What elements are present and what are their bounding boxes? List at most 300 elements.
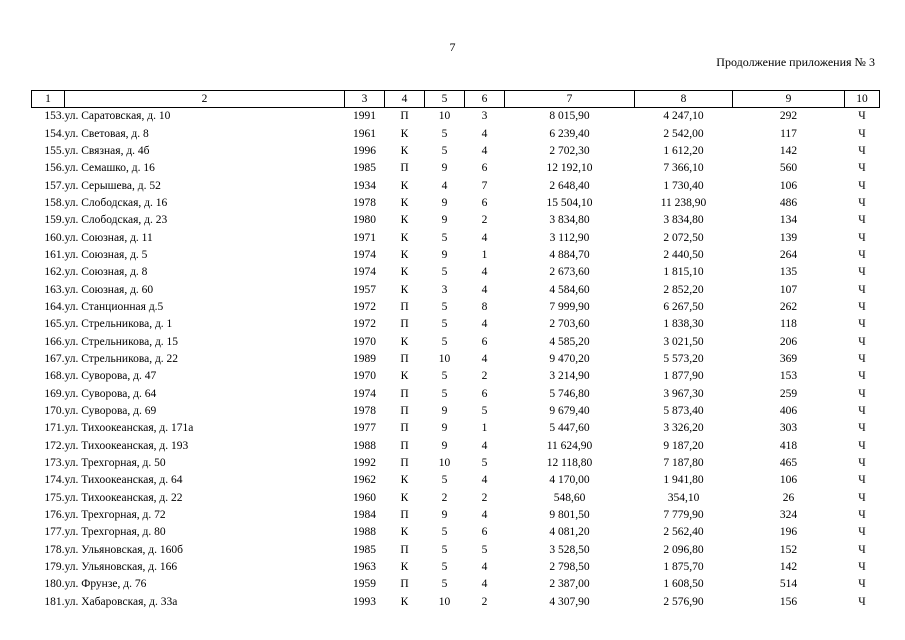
header-row (32, 91, 880, 108)
wall-material-cell: К (400, 196, 409, 209)
residents-cell: 514 (779, 578, 798, 591)
address-cell: ул. Суворова, д. 47 (64, 370, 157, 383)
wall-material-cell: К (400, 214, 409, 227)
address-cell: ул. Стрельникова, д. 15 (64, 335, 179, 348)
table-row (32, 576, 880, 593)
wall-material-cell: К (400, 231, 409, 244)
year-built-cell: 1957 (353, 283, 376, 296)
total-area-cell: 3 214,90 (549, 370, 590, 383)
entrances-cell: 4 (481, 439, 488, 452)
year-built-cell: 1970 (353, 335, 376, 348)
total-area-cell: 2 387,00 (549, 578, 590, 591)
entrances-cell: 4 (481, 283, 488, 296)
column-header: 5 (425, 91, 465, 108)
address-cell: ул. Хабаровская, д. 33а (64, 595, 178, 608)
address-cell: ул. Стрельникова, д. 1 (64, 318, 173, 331)
address-cell: ул. Тихоокеанская, д. 22 (64, 491, 183, 504)
floors-cell: 10 (438, 110, 451, 123)
status-cell: Ч (858, 595, 866, 608)
address-cell: ул. Связная, д. 4б (64, 144, 150, 157)
living-area-cell: 2 096,80 (663, 543, 704, 556)
living-area-cell: 3 326,20 (663, 422, 704, 435)
residents-cell: 117 (780, 127, 797, 140)
residents-cell: 107 (779, 283, 798, 296)
table-row (32, 143, 880, 160)
year-built-cell: 1984 (353, 509, 376, 522)
address-cell: ул. Фрунзе, д. 76 (64, 578, 147, 591)
table-row (32, 420, 880, 437)
status-cell: Ч (858, 405, 866, 418)
entrances-cell: 1 (481, 422, 488, 435)
year-built-cell: 1977 (353, 422, 376, 435)
table-row (32, 490, 880, 507)
wall-material-cell: П (400, 318, 409, 331)
total-area-cell: 2 798,50 (549, 561, 590, 574)
residents-cell: 142 (779, 144, 798, 157)
floors-cell: 3 (441, 283, 448, 296)
residents-cell: 369 (779, 352, 798, 365)
residents-cell: 264 (779, 248, 798, 261)
wall-material-cell: П (400, 422, 409, 435)
floors-cell: 5 (441, 370, 448, 383)
table-row (32, 212, 880, 229)
year-built-cell: 1963 (353, 561, 376, 574)
address-cell: ул. Союзная, д. 8 (64, 266, 148, 279)
floors-cell: 9 (441, 214, 448, 227)
entrances-cell: 5 (481, 543, 488, 556)
row-number-cell: 157. (44, 179, 65, 192)
living-area-cell: 9 187,20 (663, 439, 704, 452)
floors-cell: 10 (438, 595, 451, 608)
address-cell: ул. Световая, д. 8 (64, 127, 149, 140)
status-cell: Ч (858, 578, 866, 591)
entrances-cell: 4 (481, 561, 488, 574)
residents-cell: 560 (779, 162, 798, 175)
entrances-cell: 2 (481, 370, 488, 383)
status-cell: Ч (858, 457, 866, 470)
living-area-cell: 1 877,90 (663, 370, 704, 383)
wall-material-cell: К (400, 144, 409, 157)
table-row (32, 524, 880, 541)
floors-cell: 4 (441, 179, 448, 192)
column-header: 2 (65, 91, 345, 108)
address-cell: ул. Ульяновская, д. 166 (64, 561, 178, 574)
year-built-cell: 1971 (353, 231, 376, 244)
entrances-cell: 6 (481, 526, 488, 539)
table-row (32, 351, 880, 368)
wall-material-cell: К (400, 526, 409, 539)
status-cell: Ч (858, 110, 866, 123)
status-cell: Ч (858, 318, 866, 331)
status-cell: Ч (858, 300, 866, 313)
status-cell: Ч (858, 248, 866, 261)
entrances-cell: 7 (481, 179, 488, 192)
wall-material-cell: К (400, 595, 409, 608)
row-number-cell: 169. (44, 387, 65, 400)
entrances-cell: 2 (481, 595, 488, 608)
living-area-cell: 1 612,20 (663, 144, 704, 157)
residents-cell: 106 (779, 474, 798, 487)
address-cell: ул. Союзная, д. 5 (64, 248, 148, 261)
floors-cell: 9 (441, 439, 448, 452)
status-cell: Ч (858, 162, 866, 175)
row-number-cell: 177. (44, 526, 65, 539)
residents-cell: 406 (779, 405, 798, 418)
living-area-cell: 7 779,90 (663, 509, 704, 522)
residents-cell: 324 (779, 509, 798, 522)
entrances-cell: 3 (481, 110, 488, 123)
address-cell: ул. Тихоокеанская, д. 193 (64, 439, 189, 452)
floors-cell: 9 (441, 196, 448, 209)
living-area-cell: 1 815,10 (663, 266, 704, 279)
total-area-cell: 4 884,70 (549, 248, 590, 261)
wall-material-cell: К (400, 474, 409, 487)
floors-cell: 5 (441, 318, 448, 331)
table-row (32, 594, 880, 611)
address-cell: ул. Серышева, д. 52 (64, 179, 161, 192)
total-area-cell: 7 999,90 (549, 300, 590, 313)
living-area-cell: 2 576,90 (663, 595, 704, 608)
year-built-cell: 1934 (353, 179, 376, 192)
entrances-cell: 6 (481, 335, 488, 348)
year-built-cell: 1989 (353, 352, 376, 365)
status-cell: Ч (858, 439, 866, 452)
address-cell: ул. Станционная д.5 (64, 300, 164, 313)
row-number-cell: 166. (44, 335, 65, 348)
residents-cell: 196 (779, 526, 798, 539)
address-cell: ул. Ульяновская, д. 160б (64, 543, 183, 556)
status-cell: Ч (858, 491, 866, 504)
total-area-cell: 6 239,40 (549, 127, 590, 140)
floors-cell: 5 (441, 144, 448, 157)
wall-material-cell: П (400, 509, 409, 522)
entrances-cell: 4 (481, 474, 488, 487)
total-area-cell: 2 703,60 (549, 318, 590, 331)
address-cell: ул. Суворова, д. 64 (64, 387, 157, 400)
table-row (32, 264, 880, 281)
status-cell: Ч (858, 422, 866, 435)
column-header: 3 (345, 91, 385, 108)
status-cell: Ч (858, 196, 866, 209)
year-built-cell: 1962 (353, 474, 376, 487)
entrances-cell: 4 (481, 578, 488, 591)
column-header: 8 (635, 91, 733, 108)
floors-cell: 9 (441, 405, 448, 418)
wall-material-cell: К (400, 335, 409, 348)
residents-cell: 134 (779, 214, 798, 227)
row-number-cell: 171. (44, 422, 65, 435)
total-area-cell: 2 702,30 (549, 144, 590, 157)
entrances-cell: 6 (481, 162, 488, 175)
row-number-cell: 174. (44, 474, 65, 487)
total-area-cell: 9 679,40 (549, 405, 590, 418)
living-area-cell: 7 366,10 (663, 162, 704, 175)
entrances-cell: 2 (481, 214, 488, 227)
table-row (32, 281, 880, 298)
living-area-cell: 1 875,70 (663, 561, 704, 574)
address-cell: ул. Союзная, д. 60 (64, 283, 154, 296)
entrances-cell: 8 (481, 300, 488, 313)
residents-cell: 152 (779, 543, 798, 556)
table-row (32, 195, 880, 212)
row-number-cell: 154. (44, 127, 65, 140)
total-area-cell: 12 118,80 (546, 457, 593, 470)
status-cell: Ч (858, 352, 866, 365)
residents-cell: 156 (779, 595, 798, 608)
year-built-cell: 1961 (353, 127, 376, 140)
year-built-cell: 1988 (353, 526, 376, 539)
column-header: 6 (465, 91, 505, 108)
living-area-cell: 1 608,50 (663, 578, 704, 591)
total-area-cell: 548,60 (553, 491, 586, 504)
table-row (32, 316, 880, 333)
floors-cell: 9 (441, 248, 448, 261)
row-number-cell: 161. (44, 248, 65, 261)
floors-cell: 5 (441, 526, 448, 539)
year-built-cell: 1972 (353, 300, 376, 313)
living-area-cell: 2 542,00 (663, 127, 704, 140)
row-number-cell: 181. (44, 595, 65, 608)
year-built-cell: 1992 (353, 457, 376, 470)
year-built-cell: 1974 (353, 266, 376, 279)
living-area-cell: 2 072,50 (663, 231, 704, 244)
total-area-cell: 3 834,80 (549, 214, 590, 227)
address-cell: ул. Стрельникова, д. 22 (64, 352, 179, 365)
status-cell: Ч (858, 144, 866, 157)
living-area-cell: 4 247,10 (663, 110, 704, 123)
column-header: 7 (505, 91, 635, 108)
column-header: 10 (845, 91, 880, 108)
year-built-cell: 1985 (353, 162, 376, 175)
address-cell: ул. Трехгорная, д. 50 (64, 457, 166, 470)
table-row (32, 333, 880, 350)
address-cell: ул. Тихоокеанская, д. 64 (64, 474, 183, 487)
living-area-cell: 5 873,40 (663, 405, 704, 418)
total-area-cell: 5 447,60 (549, 422, 590, 435)
year-built-cell: 1959 (353, 578, 376, 591)
total-area-cell: 4 081,20 (549, 526, 590, 539)
total-area-cell: 9 470,20 (549, 352, 590, 365)
address-cell: ул. Семашко, д. 16 (64, 162, 155, 175)
living-area-cell: 354,10 (667, 491, 700, 504)
year-built-cell: 1970 (353, 370, 376, 383)
column-header: 4 (385, 91, 425, 108)
total-area-cell: 2 673,60 (549, 266, 590, 279)
total-area-cell: 11 624,90 (546, 439, 593, 452)
year-built-cell: 1974 (353, 387, 376, 400)
table-row (32, 125, 880, 142)
entrances-cell: 6 (481, 196, 488, 209)
table-row (32, 108, 880, 126)
floors-cell: 5 (441, 387, 448, 400)
entrances-cell: 2 (481, 491, 488, 504)
total-area-cell: 4 585,20 (549, 335, 590, 348)
floors-cell: 5 (441, 300, 448, 313)
floors-cell: 5 (441, 474, 448, 487)
wall-material-cell: П (400, 162, 409, 175)
entrances-cell: 4 (481, 318, 488, 331)
wall-material-cell: К (400, 370, 409, 383)
wall-material-cell: П (400, 387, 409, 400)
wall-material-cell: П (400, 578, 409, 591)
row-number-cell: 156. (44, 162, 65, 175)
total-area-cell: 4 584,60 (549, 283, 590, 296)
floors-cell: 5 (441, 231, 448, 244)
wall-material-cell: П (400, 405, 409, 418)
wall-material-cell: П (400, 352, 409, 365)
address-cell: ул. Трехгорная, д. 72 (64, 509, 166, 522)
living-area-cell: 3 967,30 (663, 387, 704, 400)
year-built-cell: 1980 (353, 214, 376, 227)
table-row (32, 559, 880, 576)
wall-material-cell: П (400, 110, 409, 123)
year-built-cell: 1974 (353, 248, 376, 261)
wall-material-cell: К (400, 283, 409, 296)
residents-cell: 142 (779, 561, 798, 574)
status-cell: Ч (858, 509, 866, 522)
year-built-cell: 1978 (353, 196, 376, 209)
status-cell: Ч (858, 283, 866, 296)
residents-cell: 206 (779, 335, 798, 348)
residents-cell: 26 (782, 491, 795, 504)
entrances-cell: 4 (481, 509, 488, 522)
floors-cell: 5 (441, 127, 448, 140)
total-area-cell: 9 801,50 (549, 509, 590, 522)
table-row (32, 403, 880, 420)
living-area-cell: 3 021,50 (663, 335, 704, 348)
row-number-cell: 167. (44, 352, 65, 365)
column-header: 9 (733, 91, 845, 108)
total-area-cell: 15 504,10 (546, 196, 593, 209)
living-area-cell: 11 238,90 (660, 196, 707, 209)
total-area-cell: 12 192,10 (546, 162, 593, 175)
year-built-cell: 1993 (353, 595, 376, 608)
row-number-cell: 168. (44, 370, 65, 383)
living-area-cell: 2 562,40 (663, 526, 704, 539)
wall-material-cell: К (400, 248, 409, 261)
address-cell: ул. Тихоокеанская, д. 171а (64, 422, 194, 435)
entrances-cell: 4 (481, 231, 488, 244)
floors-cell: 9 (441, 509, 448, 522)
total-area-cell: 4 170,00 (549, 474, 590, 487)
table-row (32, 542, 880, 559)
status-cell: Ч (858, 526, 866, 539)
row-number-cell: 163. (44, 283, 65, 296)
entrances-cell: 4 (481, 127, 488, 140)
status-cell: Ч (858, 127, 866, 140)
residents-cell: 153 (779, 370, 798, 383)
living-area-cell: 7 187,80 (663, 457, 704, 470)
wall-material-cell: К (400, 266, 409, 279)
column-header: 1 (32, 91, 65, 108)
living-area-cell: 5 573,20 (663, 352, 704, 365)
row-number-cell: 160. (44, 231, 65, 244)
address-cell: ул. Слободская, д. 23 (64, 214, 168, 227)
row-number-cell: 172. (44, 439, 65, 452)
wall-material-cell: К (400, 561, 409, 574)
living-area-cell: 2 852,20 (663, 283, 704, 296)
table-row (32, 247, 880, 264)
entrances-cell: 5 (481, 405, 488, 418)
entrances-cell: 4 (481, 266, 488, 279)
entrances-cell: 6 (481, 387, 488, 400)
floors-cell: 2 (441, 491, 448, 504)
wall-material-cell: П (400, 439, 409, 452)
appendix-continuation-note: Продолжение приложения № 3 (716, 55, 875, 69)
living-area-cell: 1 838,30 (663, 318, 704, 331)
row-number-cell: 170. (44, 405, 65, 418)
status-cell: Ч (858, 370, 866, 383)
floors-cell: 9 (441, 422, 448, 435)
status-cell: Ч (858, 214, 866, 227)
row-number-cell: 155. (44, 144, 65, 157)
living-area-cell: 6 267,50 (663, 300, 704, 313)
floors-cell: 10 (438, 457, 451, 470)
residents-cell: 259 (779, 387, 798, 400)
table-row (32, 177, 880, 194)
table-row (32, 472, 880, 489)
residents-cell: 139 (779, 231, 798, 244)
total-area-cell: 4 307,90 (549, 595, 590, 608)
table-row (32, 386, 880, 403)
entrances-cell: 4 (481, 352, 488, 365)
entrances-cell: 4 (481, 144, 488, 157)
row-number-cell: 173. (44, 457, 65, 470)
entrances-cell: 5 (481, 457, 488, 470)
floors-cell: 5 (441, 266, 448, 279)
floors-cell: 5 (441, 561, 448, 574)
table-row (32, 438, 880, 455)
row-number-cell: 165. (44, 318, 65, 331)
table-row (32, 368, 880, 385)
table-row (32, 455, 880, 472)
page-number: 7 (449, 40, 456, 54)
residents-cell: 465 (779, 457, 798, 470)
status-cell: Ч (858, 543, 866, 556)
total-area-cell: 5 746,80 (549, 387, 590, 400)
total-area-cell: 3 112,90 (549, 231, 590, 244)
residents-cell: 106 (779, 179, 798, 192)
table-row (32, 229, 880, 246)
total-area-cell: 2 648,40 (549, 179, 590, 192)
living-area-cell: 2 440,50 (663, 248, 704, 261)
table-row (32, 160, 880, 177)
year-built-cell: 1960 (353, 491, 376, 504)
status-cell: Ч (858, 266, 866, 279)
housing-table (31, 90, 880, 611)
address-cell: ул. Саратовская, д. 10 (64, 110, 171, 123)
residents-cell: 118 (780, 318, 797, 331)
address-cell: ул. Союзная, д. 11 (64, 231, 153, 244)
floors-cell: 5 (441, 335, 448, 348)
residents-cell: 262 (779, 300, 798, 313)
status-cell: Ч (858, 387, 866, 400)
year-built-cell: 1996 (353, 144, 376, 157)
living-area-cell: 1 730,40 (663, 179, 704, 192)
floors-cell: 5 (441, 543, 448, 556)
row-number-cell: 162. (44, 266, 65, 279)
row-number-cell: 175. (44, 491, 65, 504)
floors-cell: 10 (438, 352, 451, 365)
table-row (32, 299, 880, 316)
table-row (32, 507, 880, 524)
total-area-cell: 3 528,50 (549, 543, 590, 556)
wall-material-cell: П (400, 457, 409, 470)
residents-cell: 486 (779, 196, 798, 209)
total-area-cell: 8 015,90 (549, 110, 590, 123)
residents-cell: 292 (779, 110, 798, 123)
row-number-cell: 153. (44, 110, 65, 123)
